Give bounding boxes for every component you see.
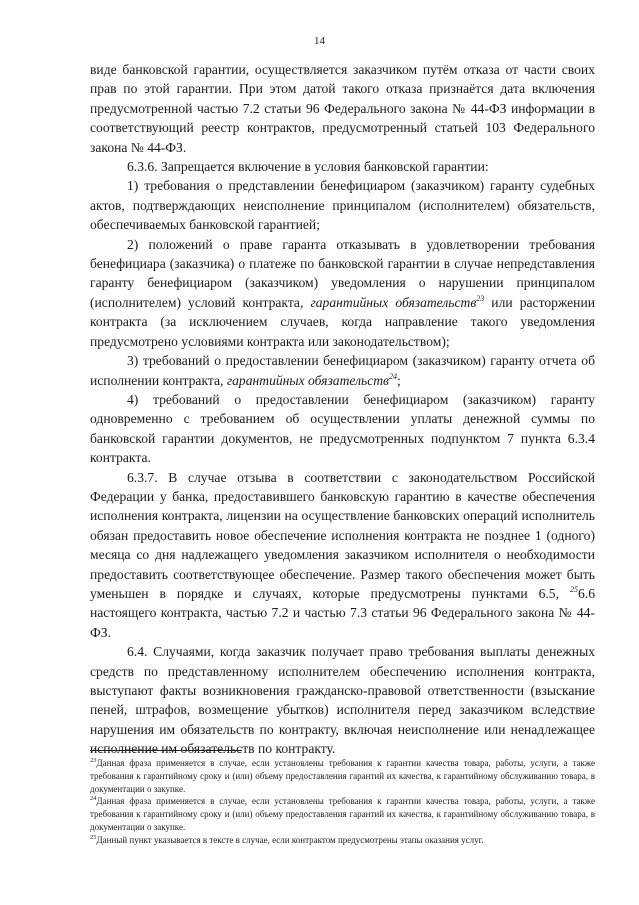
footnote-text: Данный пункт указывается в тексте в случае, если контрактом предусмотрены этапы оказания услуг. bbox=[96, 834, 484, 845]
paragraph-p-64 bbox=[90, 642, 595, 758]
footnote-separator bbox=[90, 750, 242, 751]
footnote-text: Данная фраза применяется в случае, если установлены требования к гарантии качества товара, работы, услуги, а также требования к гарантийному сроку и (или) объему предоставления гарантий их качества, к гарантийному обслуживанию товара, в документации о закупке. bbox=[90, 796, 595, 832]
footnotes bbox=[90, 757, 595, 847]
footnote-23 bbox=[90, 757, 595, 795]
paragraph-p-637 bbox=[90, 468, 595, 643]
footnote-ref: 25 bbox=[570, 584, 578, 594]
text-run: 6.3.6. Запрещается включение в условия банковской гарантии: bbox=[127, 159, 489, 175]
text-run: 1) требования о представлении бенефициаром (заказчиком) гаранту судебных актов, подтверждающих неисполнение принципалом (исполнителем) обязательств, обеспечиваемых банковской гарантией; bbox=[90, 178, 595, 233]
footnote-ref: 24 bbox=[388, 371, 397, 381]
footnote-number: 23 bbox=[90, 757, 97, 764]
text-run: 6.6 настоящего контракта, частью 7.2 и частью 7.3 статьи 96 Федерального закона № 44-ФЗ. bbox=[90, 585, 595, 640]
paragraph-p-636 bbox=[90, 157, 595, 176]
text-run: ; bbox=[396, 372, 401, 388]
text-run: виде банковской гарантии, осуществляется заказчиком путём отказа от части своих прав по этой гарантии. При этом датой такого отказа признаётся дата включения предусмотренной частью 7.2 статьи 96 Федерального закона № 44-ФЗ информации в соответствующий реестр контрактов, предусмотренный статьей 103 Федерального закона № 44-ФЗ. bbox=[90, 62, 595, 155]
footnote-24 bbox=[90, 795, 595, 833]
text-run: или расторжении контракта (за исключением случаев, когда направление такого уведомления предусмотрено условиями контракта или законодательством); bbox=[90, 294, 595, 349]
italic-text: гарантийных обязательств bbox=[226, 372, 389, 388]
paragraph-p-cont bbox=[90, 60, 595, 157]
document-body bbox=[90, 60, 595, 759]
text-run: 3) требований о предоставлении бенефициаром (заказчиком) гаранту отчета об исполнении контракта, bbox=[90, 353, 595, 388]
italic-text: гарантийных обязательств bbox=[310, 294, 477, 310]
paragraph-p-636-3 bbox=[90, 351, 595, 390]
paragraph-p-636-1 bbox=[90, 176, 595, 234]
paragraph-p-636-4 bbox=[90, 390, 595, 468]
footnote-number: 25 bbox=[90, 833, 97, 841]
text-run: 4) требований о предоставлении бенефициаром (заказчиком) гаранту одновременно с требованием об осуществлении уплаты денежной суммы по банковской гарантии документов, не предусмотренных подпунктом 7 пункта 6.3.4 контракта. bbox=[90, 391, 595, 466]
paragraph-p-636-2 bbox=[90, 235, 595, 351]
text-run: 2) положений о праве гаранта отказывать в удовлетворении требования бенефициара (заказчика) о платеже по банковской гарантии в случае непредставления гаранту бенефициаром (заказчиком) уведомления о нарушении принципалом (исполнителем) условий контракта, bbox=[90, 236, 595, 310]
footnote-number: 24 bbox=[90, 795, 97, 803]
page-number: 14 bbox=[314, 35, 325, 47]
footnote-text: Данная фраза применяется в случае, если установлены требования к гарантии качества товара, работы, услуги, а также требования к гарантийному сроку и (или) объему предоставления гарантий их качества, к гарантийному обслуживанию товара, в документации о закупке. bbox=[90, 758, 595, 794]
footnote-25 bbox=[90, 834, 595, 847]
text-run: 6.4. Случаями, когда заказчик получает право требования выплаты денежных средств по представленному исполнителем обеспечению исполнения контракта, выступают факты возникновения гражданско-правовой ответственности (взыскание пеней, штрафов, возмещение убытков) исполнителя перед заказчиком вследствие нарушения им обязательств по контракту, включая неисполнение или ненадлежащее исполнение им обязательств по контракту. bbox=[90, 644, 595, 757]
footnote-ref: 23 bbox=[476, 293, 485, 303]
text-run: 6.3.7. В случае отзыва в соответствии с законодательством Российской Федерации у банка, предоставившего банковскую гарантию в качестве обеспечения исполнения контракта, лицензии на осуществление банковских операций исполнитель обязан предоставить новое обеспечение исполнения контракта не позднее 1 (одного) месяца со дня надлежащего уведомления заказчиком исполнителя о необходимости предоставить соответствующее обеспечение. Размер такого обеспечения может быть уменьшен в порядке и случаях, которые предусмотрены пунктами 6.5, bbox=[90, 469, 595, 601]
